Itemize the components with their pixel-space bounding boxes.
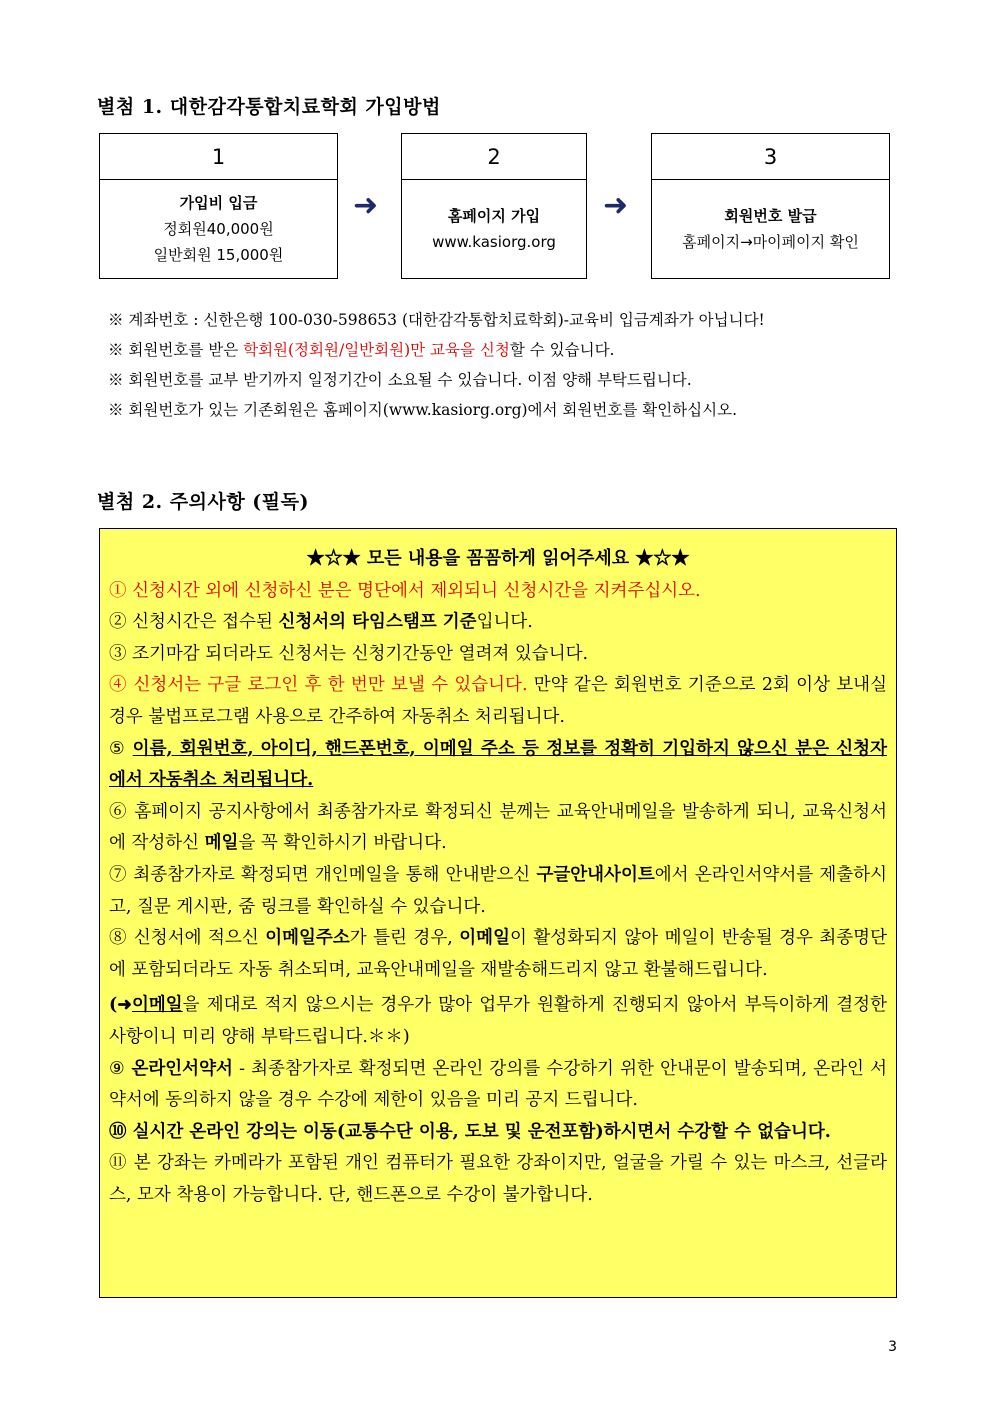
step-line: 일반회원 15,000원 <box>153 246 284 264</box>
step-number: 2 <box>402 134 586 180</box>
notice-item-6: ⑥ 홈페이지 공지사항에서 최종참가자로 확정되신 분께는 교육안내메일을 발송하게 되니, 교육신청서에 작성하신 메일을 꼭 확인하시기 바랍니다. <box>109 801 887 854</box>
notice-item-4: ④ 신청서는 구글 로그인 후 한 번만 보낼 수 있습니다. 만약 같은 회원번호 기준으로 2회 이상 보내실 경우 불법프로그램 사용으로 간주하여 자동취소 처리됩니다. <box>109 675 887 727</box>
step-box-3 <box>651 133 890 279</box>
step-box-1 <box>99 133 338 279</box>
notice-item-8-note: (➜이메일을 제대로 적지 않으시는 경우가 많아 업무가 원활하게 진행되지 않아서 부득이하게 결정한 사항이니 미리 양해 부탁드립니다.＊＊) <box>109 995 887 1047</box>
notice-item-3: ③ 조기마감 되더라도 신청서는 신청기간동안 열려져 있습니다. <box>109 643 589 664</box>
section1-title: 별첨 1. 대한감각통합치료학회 가입방법 <box>97 96 441 118</box>
notice-header: ★☆★ 모든 내용을 꼼꼼하게 읽어주세요 ★☆★ <box>306 548 690 569</box>
page-number: 3 <box>888 1339 897 1355</box>
step-line: 홈페이지→마이페이지 확인 <box>682 233 859 251</box>
step-title: 회원번호 발급 <box>724 207 817 225</box>
step-title: 홈페이지 가입 <box>447 207 541 225</box>
section2-title: 별첨 2. 주의사항 (필독) <box>97 491 309 513</box>
notice-item-1: ① 신청시간 외에 신청하신 분은 명단에서 제외되니 신청시간을 지켜주십시오. <box>109 580 701 601</box>
notice-box <box>99 528 897 1298</box>
notice-item-7: ⑦ 최종참가자로 확정되면 개인메일을 통해 안내받으신 구글안내사이트에서 온라인서약서를 제출하시고, 질문 게시판, 줌 링크를 확인하실 수 있습니다. <box>109 864 887 917</box>
notice-item-10: ⑩ 실시간 온라인 강의는 이동(교통수단 이용, 도보 및 운전포함)하시면서 수강할 수 없습니다. <box>109 1121 831 1142</box>
notice-item-2: ② 신청시간은 접수된 신청서의 타임스탬프 기준입니다. <box>109 612 533 633</box>
arrow-right-icon: ➜ <box>353 188 379 223</box>
step-line: 정회원40,000원 <box>163 220 274 238</box>
step-number: 3 <box>652 134 889 180</box>
notes-list <box>108 305 765 425</box>
note-item: ※ 계좌번호 : 신한은행 100-030-598653 (대한감각통합치료학회)-교육비 입금계좌가 아닙니다! <box>108 311 765 329</box>
note-item: ※ 회원번호를 교부 받기까지 일정기간이 소요될 수 있습니다. 이점 양해 부탁드립니다. <box>108 371 692 389</box>
notice-item-5: ⑤ 이름, 회원번호, 아이디, 핸드폰번호, 이메일 주소 등 정보를 정확히 기입하지 않으신 분은 신청자에서 자동취소 처리됩니다. <box>109 738 887 791</box>
step-line: www.kasiorg.org <box>432 233 556 251</box>
notice-item-11: ⑪ 본 강좌는 카메라가 포함된 개인 컴퓨터가 필요한 강좌이지만, 얼굴을 가릴 수 있는 마스크, 선글라스, 모자 착용이 가능합니다. 단, 핸드폰으로 수강이 불가합니다. <box>109 1153 887 1205</box>
arrow-right-icon: ➜ <box>603 188 629 223</box>
step-box-2 <box>401 133 587 279</box>
notice-item-9: ⑨ 온라인서약서 - 최종참가자로 확정되면 온라인 강의를 수강하기 위한 안내문이 발송되며, 온라인 서약서에 동의하지 않을 경우 수강에 제한이 있음을 미리 공지 드립니다. <box>109 1058 887 1111</box>
note-item: ※ 회원번호를 받은 학회원(정회원/일반회원)만 교육을 신청할 수 있습니다. <box>108 341 615 359</box>
step-number: 1 <box>100 134 337 180</box>
step-title: 가입비 입금 <box>179 194 258 212</box>
notice-item-8: ⑧ 신청서에 적으신 이메일주소가 틀린 경우, 이메일이 활성화되지 않아 메일이 반송될 경우 최종명단에 포함되더라도 자동 취소되며, 교육안내메일을 재발송해드리지 않고 환불해드립니다. <box>109 928 887 980</box>
note-item: ※ 회원번호가 있는 기존회원은 홈페이지(www.kasiorg.org)에서 회원번호를 확인하십시오. <box>108 401 737 419</box>
note-highlight: 학회원(정회원/일반회원)만 교육을 신청 <box>243 341 510 359</box>
